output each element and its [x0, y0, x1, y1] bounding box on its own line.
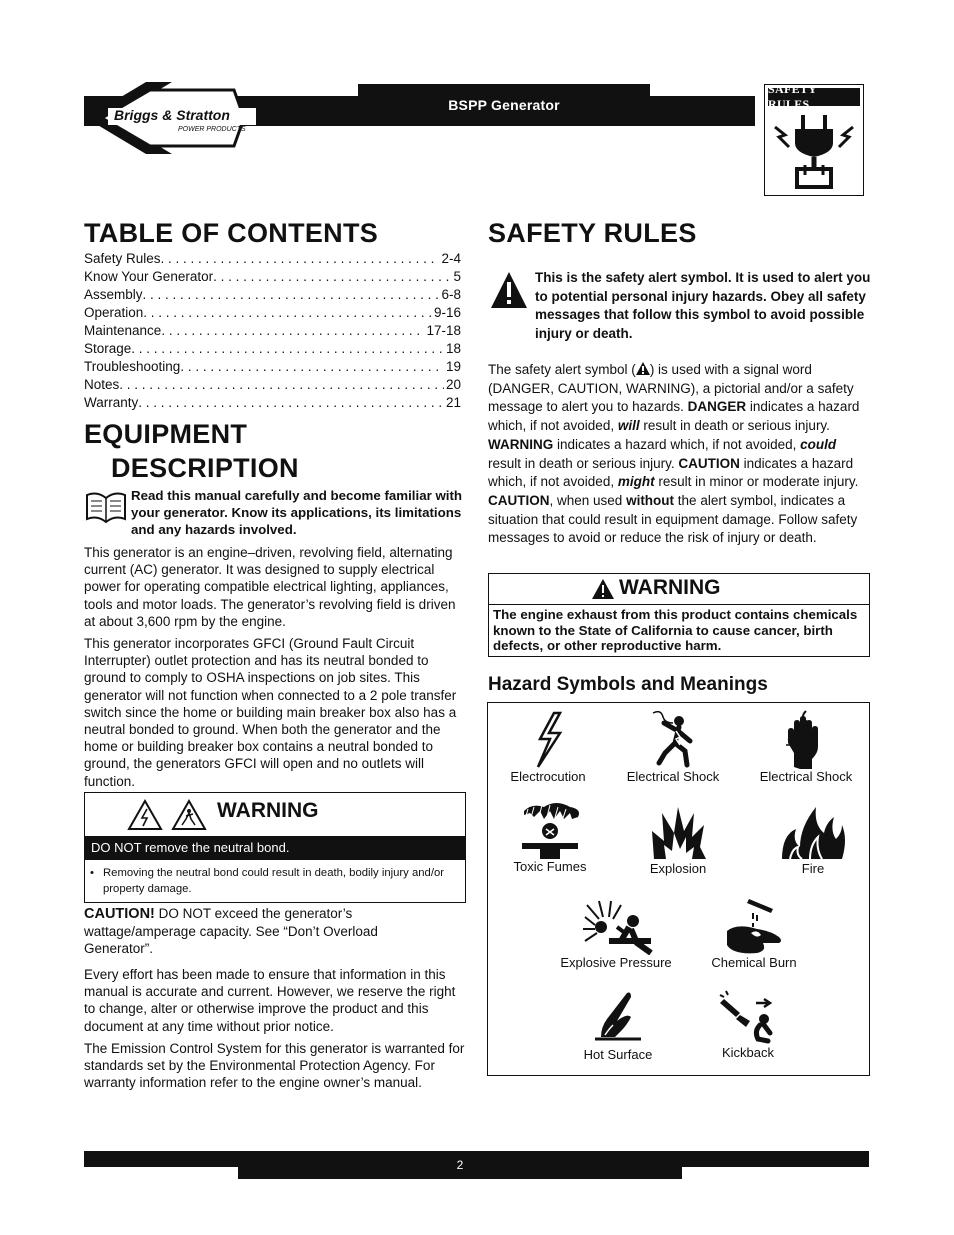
warning-signal-word: WARNING: [619, 576, 721, 599]
explosive-pressure-icon: [579, 897, 653, 955]
manual-book-icon: [84, 491, 128, 525]
toc-row[interactable]: Troubleshooting . . . 19: [84, 358, 461, 376]
hazard-chemical-burn: Chemical Burn: [694, 897, 814, 970]
toc-row[interactable]: Storage . . . 18: [84, 340, 461, 358]
safety-rules-badge: [764, 84, 864, 196]
warning-header: [489, 574, 869, 605]
toc-row[interactable]: Warranty . . . 21: [84, 394, 461, 412]
warning-bullet: Removing the neutral bond could result in death, bodily injury and/or property damage.: [103, 867, 444, 895]
hazard-electrocution: Electrocution: [498, 711, 598, 784]
caution-word: CAUTION!: [84, 906, 155, 922]
badge-title: SAFETY RULES: [768, 88, 860, 106]
hazard-fire: Fire: [758, 803, 868, 876]
california-warning-text: The engine exhaust from this product contains chemicals known to the State of California to cause cancer, birth defects, or other reproductive harm.: [493, 607, 858, 653]
toc-row[interactable]: Assembly . . . 6-8: [84, 286, 461, 304]
hazard-kickback: Kickback: [698, 989, 798, 1060]
plug-shock-icon: [767, 107, 861, 193]
read-manual-notice: Read this manual carefully and become familiar with your generator. Know its applications, its limitations and any hazards involved.: [131, 488, 463, 538]
equipment-paragraph-1: This generator is an engine–driven, revolving field, alternating current (AC) generator. It was designed to supply electrical power for operating compatible electrical lighting, appliances, tools and motor loads. The generator’s revolving field is driven at about 3,600 rpm by the engine.: [84, 545, 456, 629]
shock-triangle-icon: [171, 799, 207, 831]
logo-subtext: POWER PRODUCTS: [178, 126, 246, 133]
toc-list: [84, 250, 461, 412]
inline-alert-icon: [636, 362, 650, 375]
hazard-electrical-shock-1: Electrical Shock: [613, 709, 733, 784]
equipment-paragraph-3: Every effort has been made to ensure that information in this manual is accurate and current. However, we reserve the right to change, alter or otherwise improve the product and this document at any time without prior notice.: [84, 967, 456, 1034]
electrocution-icon: [530, 711, 566, 769]
caution-paragraph: [84, 905, 424, 958]
explosion-icon: [648, 803, 708, 861]
header-tab: BSPP Generator: [358, 84, 650, 126]
electrocution-triangle-icon: [127, 799, 163, 831]
signal-word-paragraph: The safety alert symbol ( ) is used with a signal word (DANGER, CAUTION, WARNING), a pictorial and/or a safety message to alert you to hazards. DANGER indicates a hazard which, if not avoided, will result in death or serious injury. WARNING indicates a hazard which, if not avoided, could result in death or serious injury. CAUTION indicates a hazard which, if not avoided, might result in minor or moderate injury. CAUTION, when used without the alert symbol, indicates a situation that could result in equipment damage. Follow safety messages to avoid or reduce the risk of injury or death.: [488, 362, 860, 546]
alert-symbol-notice: This is the safety alert symbol. It is used to alert you to potential personal injury hazards. Obey all safety messages that follow this symbol to avoid possible injury or death.: [535, 270, 871, 341]
neutral-bond-warning: [84, 792, 466, 903]
toc-row[interactable]: Notes . . . 20: [84, 376, 461, 394]
safety-rules-title: SAFETY RULES: [488, 218, 697, 248]
hot-surface-icon: [591, 989, 645, 1047]
toc-row[interactable]: Know Your Generator . . . 5: [84, 268, 461, 286]
toc-row[interactable]: Safety Rules . . . 2-4: [84, 250, 461, 268]
equipment-title-2: DESCRIPTION: [111, 453, 299, 483]
equipment-paragraph-2: This generator incorporates GFCI (Ground Fault Circuit Interrupter) outlet protection and has its neutral bonded to ground to comply to OSHA inspections on job sites. This generator will not function when connected to a 2 pole transfer switch since the home or building main breaker box also has a neutral bonded to ground. When both the generator and the home or building breaker box contains a neutral bonded to ground, the generators GFCI will open and no outlets will function.: [84, 636, 457, 789]
hazard-explosive-pressure: Explosive Pressure: [554, 897, 678, 970]
warning-bar: DO NOT remove the neutral bond.: [85, 836, 465, 860]
hazard-hot-surface: Hot Surface: [568, 989, 668, 1062]
page-number: 2: [238, 1151, 682, 1179]
safety-alert-icon: [489, 270, 529, 310]
toc-row[interactable]: Operation . . . 9-16: [84, 304, 461, 322]
warning-signal-word: WARNING: [217, 799, 319, 822]
toc-row[interactable]: Maintenance . . . 17-18: [84, 322, 461, 340]
hazard-explosion: Explosion: [618, 803, 738, 876]
hazard-electrical-shock-2: Electrical Shock: [746, 709, 866, 784]
logo-text: Briggs & Stratton: [114, 107, 230, 123]
caution-text: DO NOT exceed the generator’s wattage/amperage capacity. See “Don’t Overload Generator”.: [84, 906, 378, 957]
hazard-symbols-box: [487, 702, 870, 1076]
toxic-fumes-icon: [514, 803, 586, 859]
hazard-symbols-title: Hazard Symbols and Meanings: [488, 674, 768, 695]
warning-alert-icon: [591, 578, 615, 600]
equipment-title-1: EQUIPMENT: [84, 419, 248, 449]
electrical-shock-hand-icon: [784, 709, 828, 769]
kickback-icon: [718, 989, 778, 1045]
hazard-toxic-fumes: Toxic Fumes: [500, 803, 600, 874]
fire-icon: [780, 803, 846, 861]
electrical-shock-person-icon: [649, 709, 697, 769]
briggs-stratton-logo: [84, 80, 259, 156]
warning-bullet-dot: •: [90, 867, 94, 879]
california-warning: [488, 573, 870, 657]
chemical-burn-icon: [723, 897, 785, 955]
equipment-paragraph-4: The Emission Control System for this generator is warranted for standards set by the Environmental Protection Agency. For warranty information refer to the engine owner’s manual.: [84, 1041, 465, 1091]
toc-title: TABLE OF CONTENTS: [84, 218, 379, 248]
